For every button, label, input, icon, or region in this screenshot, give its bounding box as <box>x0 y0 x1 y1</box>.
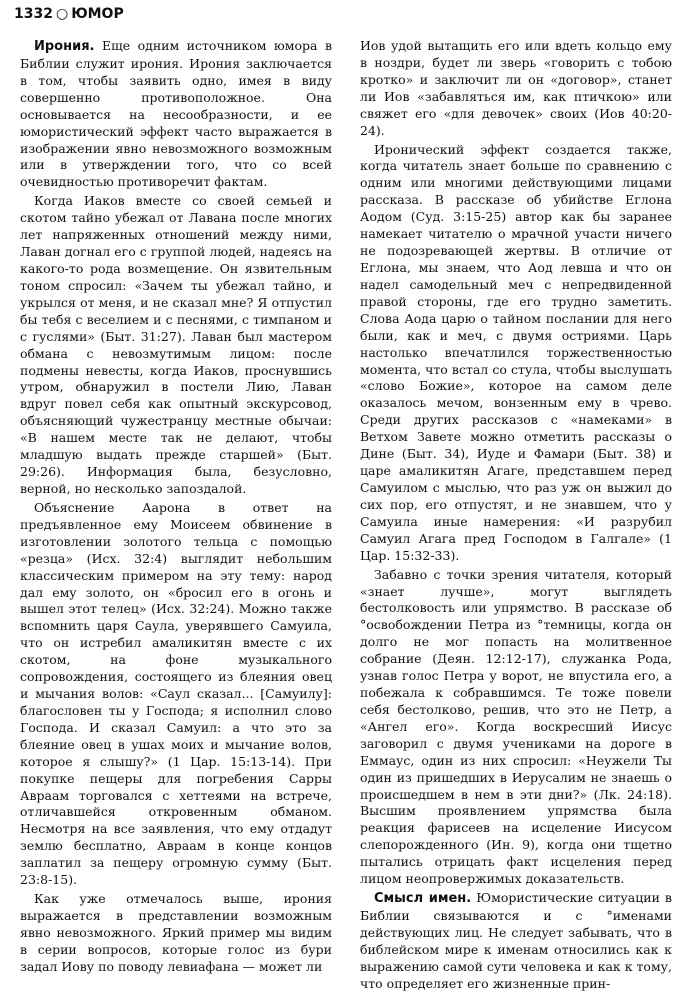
paragraph <box>20 193 332 498</box>
paragraph-text: Объяснение Аарона в ответ на предъявленное ему Моисеем обвинение в изготовлении золотого тельца с помощью «резца» (Исх. 32:4) выглядит небольшим классическим примером на эту тему: народ дал ему золото, он «бросил его в огонь и вышел этот телец» (Исх. 32:24). Можно также вспомнить царя Саула, уверявшего Самуила, что он истребил амаликитян вместе с их скотом, на фоне музыкального сопровождения, состоящего из блеяния овец и мычания волов: «Саул сказал... [Самуилу]: благословен ты у Господа; я исполнил слово Господа. И сказал Самуил: а что это за блеяние овец в ушах моих и мычание волов, которое я слышу?» (1 Цар. 15:13-14). При покупке пещеры для погребения Сарры Авраам торговался с хеттеями на встрече, отличавшейся откровенным обманом. Несмотря на все заявления, что ему отдадут землю бесплатно, Авраам в конце концов заплатил за пещеру огромную сумму (Быт. 23:8-15). <box>20 499 332 888</box>
paragraph-text: Забавно с точки зрения читателя, который «знает лучше», могут выглядеть бестолковость или упрямство. В рассказе об °освобождении Петра из °темницы, когда он долго не мог попасть на молитвенное собрание (Деян. 12:12-17), служанка Рода, узнав голос Петра у ворот, не впустила его, а побежала к собравшимся. Те тоже повели себя бестолково, решив, что это не Петр, а «Ангел его». Когда воскресший Иисус заговорил с двумя учениками на дороге в Еммаус, один из них спросил: «Неужели Ты один из пришедших в Иерусалим не знаешь о происшедшем в нем в эти дни?» (Лк. 24:18). Высшим проявлением упрямства была реакция фарисеев на исцеление Иисусом слепорожденного (Ин. 9), когда они тщетно пытались отрицать факт исцеления перед лицом неопровержимых доказательств. <box>360 566 672 887</box>
paragraph-text: Юмористические ситуации в Библии связываются и с °именами действующих лиц. Не следует забывать, что в библейском мире к именам относились как к выражению самой сути человека и как к тому, что определяет его жизненные прин- <box>360 890 672 991</box>
circle-marker-icon: ○ <box>55 6 69 22</box>
paragraph <box>360 38 672 140</box>
paragraph <box>360 142 672 565</box>
page-number: 1332 <box>14 6 53 22</box>
running-header <box>14 4 124 24</box>
section-title: ЮМОР <box>71 6 124 22</box>
paragraph <box>360 890 672 993</box>
paragraph-text: Иов удой вытащить его или вдеть кольцо ему в ноздри, будет ли зверь «говорить с тобою кротко» и заключит ли он «договор», станет ли Иов «забавляться им, как птичкою» или свяжет его «для девочек» своих (Иов 40:20-24). <box>360 38 672 138</box>
paragraph <box>360 567 672 889</box>
paragraph-text: Когда Иаков вместе со своей семьей и скотом тайно убежал от Лавана после многих лет напряженных отношений между ними, Лаван догнал его с группой людей, надеясь на какого-то рода возмещение. Он язвительным тоном спросил: «Зачем ты убежал тайно, и укрылся от меня, и не сказал мне? Я отпустил бы тебя с веселием и с песнями, с тимпаном и с гуслями» (Быт. 31:27). Лаван был мастером обмана с невозмутимым лицом: после подмены невесты, когда Иаков, проснувшись утром, обнаружил в постели Лию, Лаван вдруг повел себя как опытный экскурсовод, объясняющий чужестранцу местные обычаи: «В нашем месте так не делают, чтобы младшую выдать прежде старшей» (Быт. 29:26). Информация была, безусловно, верной, но несколько запоздалой. <box>20 193 332 496</box>
paragraph <box>20 38 332 191</box>
paragraph <box>20 500 332 889</box>
paragraph <box>20 891 332 976</box>
left-column <box>20 38 332 976</box>
paragraph-text: Как уже отмечалось выше, ирония выражается в представлении возможным явно невозможного. Яркий пример мы видим в серии вопросов, которые голос из бури задал Иову по поводу левиафана — может ли <box>20 891 332 974</box>
right-column <box>360 38 672 993</box>
paragraph-text: Еще одним источником юмора в Библии служит ирония. Ирония заключается в том, чтобы заявить одно, имея в виду совершенно противоположное. Она основывается на несообразности, и ее юмористический эффект часто выражается в изображении явно невозможного возможным или в утверждении того, что со всей очевидностью противоречит фактам. <box>20 38 332 190</box>
paragraph-lead: Смысл имен. <box>374 891 472 907</box>
paragraph-lead: Ирония. <box>34 39 95 54</box>
paragraph-text: Иронический эффект создается также, когда читатель знает больше по сравнению с одним или многими действующими лицами рассказа. В рассказе об убийстве Еглона Аодом (Суд. 3:15-25) автор как бы заранее намекает читателю о мрачной участи ничего не подозревающей жертвы. В отличие от Еглона, мы знаем, что Аод левша и что он надел самодельный меч с непредвиденной правой стороны, где его трудно заметить. Слова Аода царю о тайном послании для него были, как и меч, с двумя остриями. Царь настолько впечатлился торжественностью момента, что встал со стула, чтобы выслушать «слово Божие», которое на самом деле оказалось мечом, вонзенным ему в чрево. Среди других рассказов с «намеками» в Ветхом Завете можно отметить рассказы о Дине (Быт. 34), Иуде и Фамари (Быт. 38) и царе амаликитян Агаге, представшем перед Самуилом с мыслью, что раз уж он выжил до сих пор, его отпустят, и не знавшем, что у Самуила иные намерения: «И разрубил Самуил Агага пред Господом в Галгале» (1 Цар. 15:32-33). <box>360 141 672 563</box>
